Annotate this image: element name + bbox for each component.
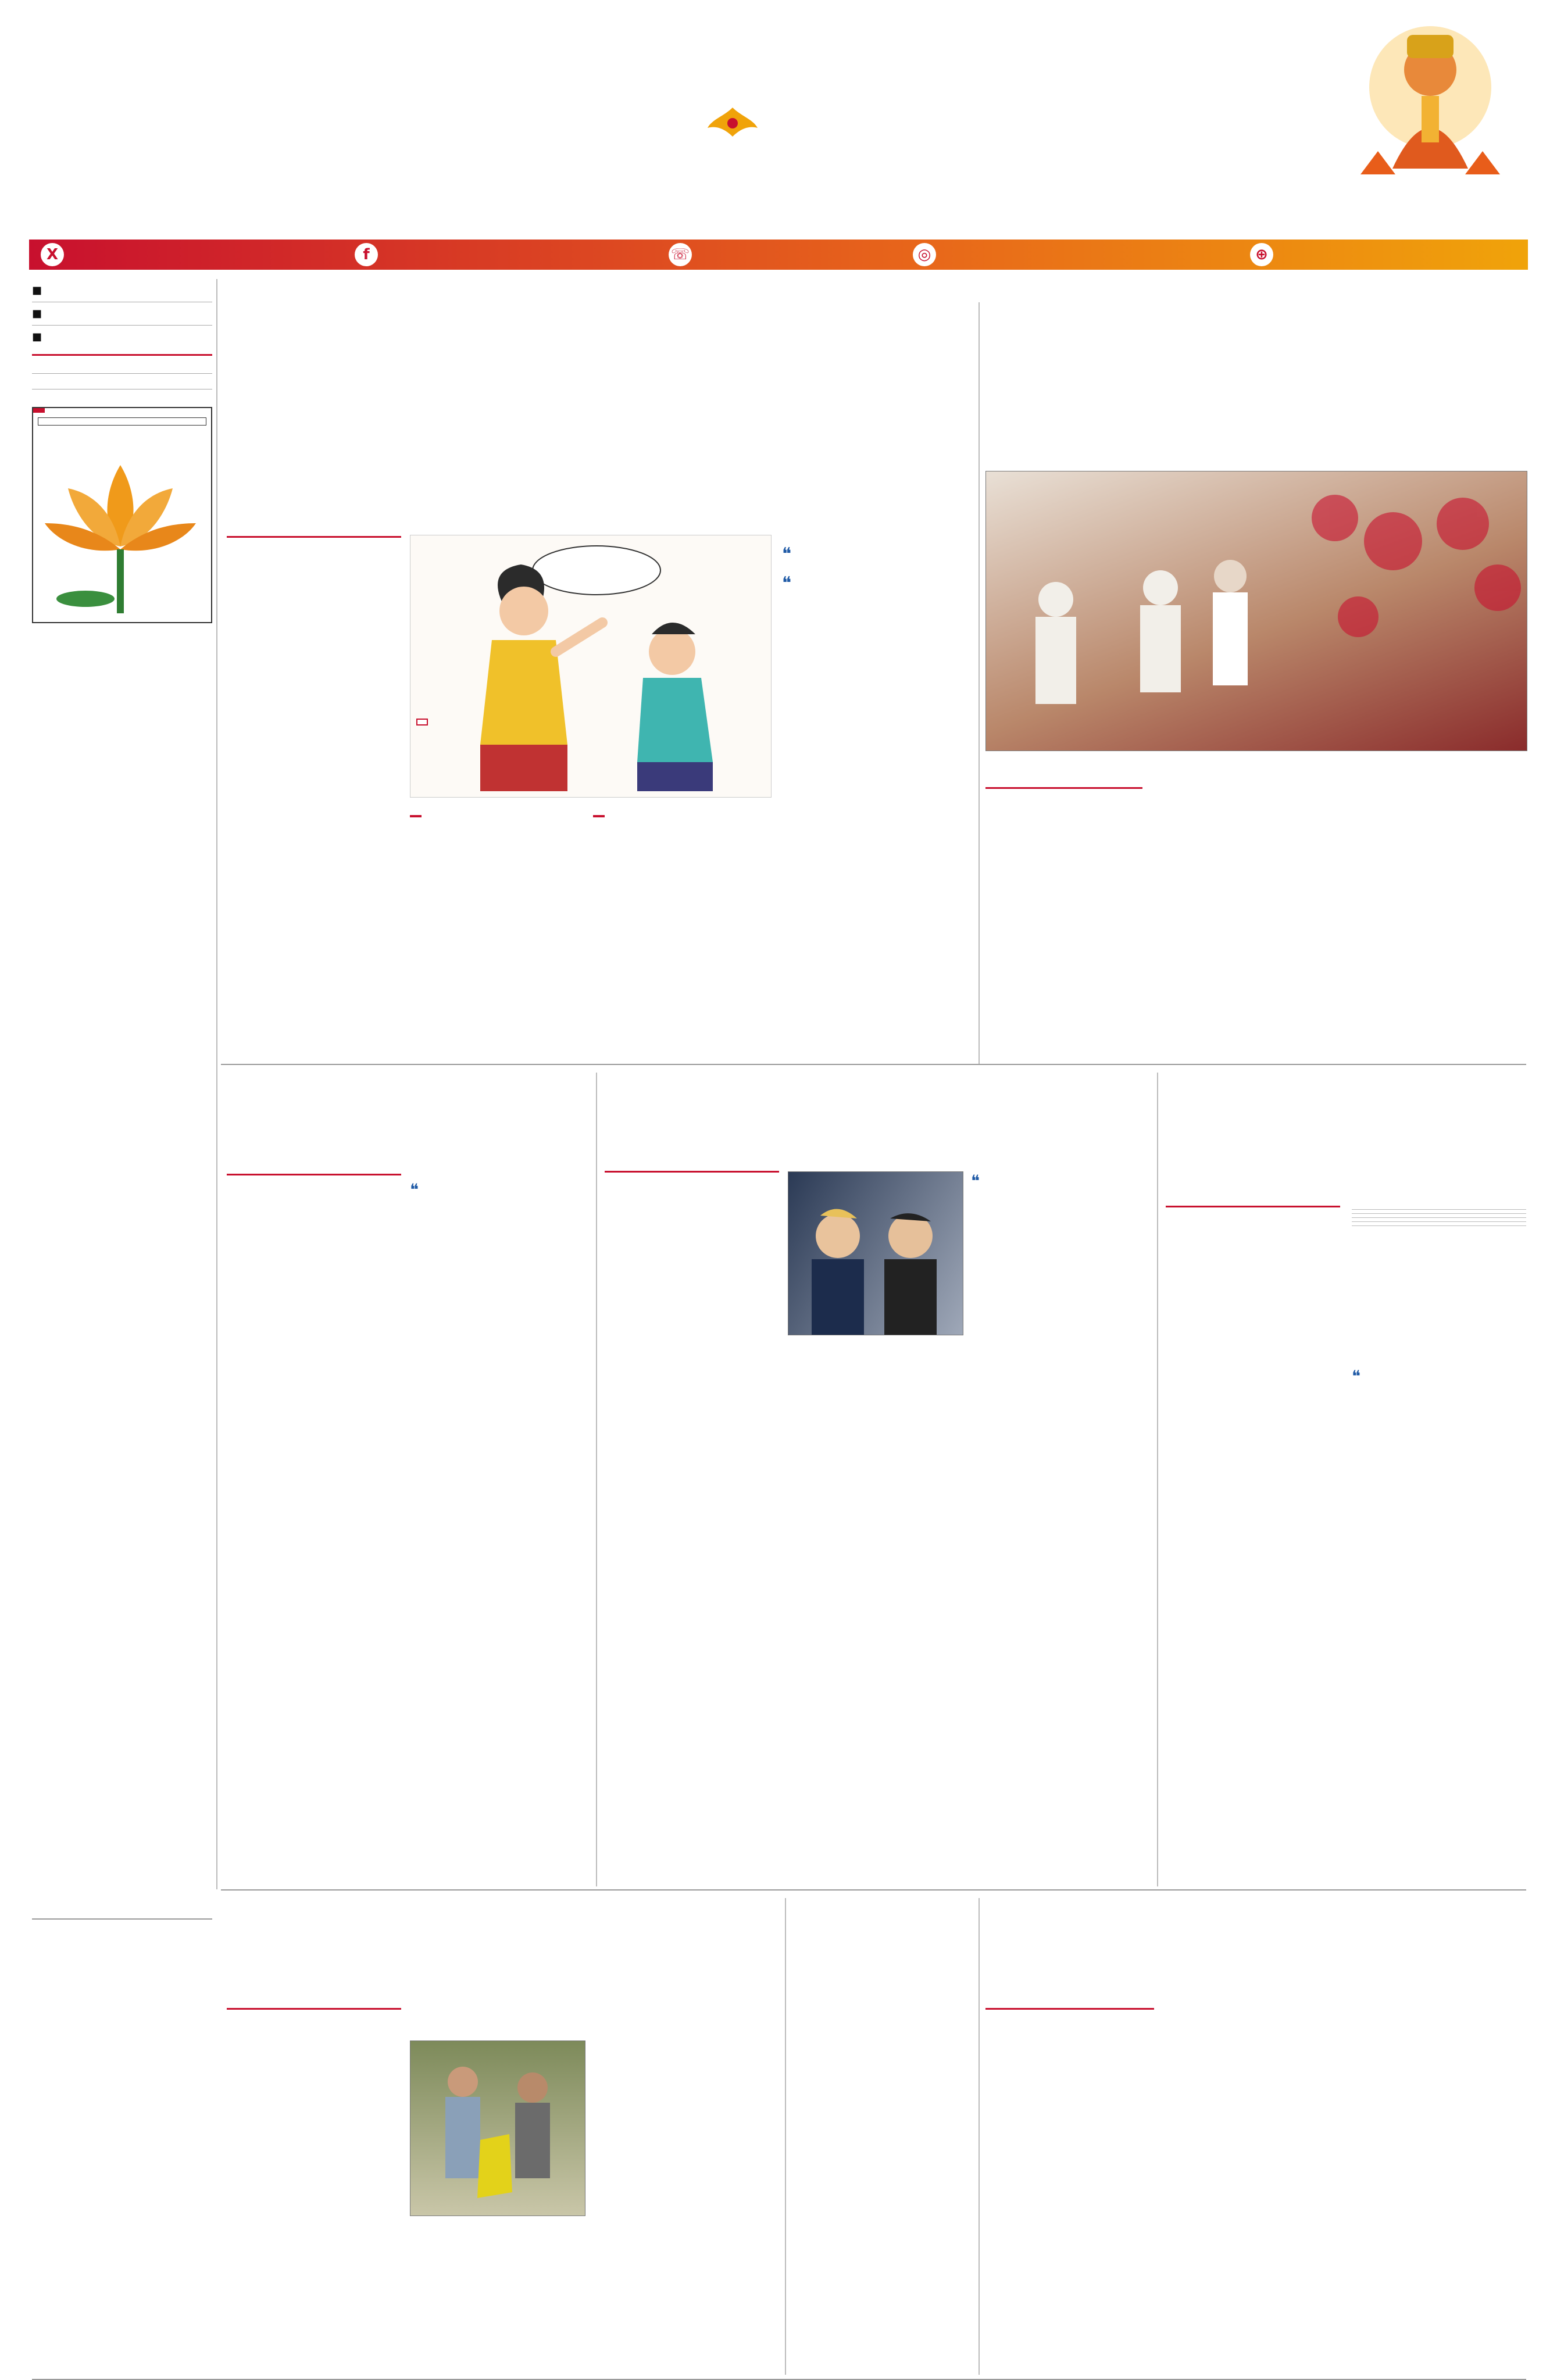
lead-body [227, 573, 401, 1049]
lead-cartoon [410, 535, 772, 798]
seoni-photo [410, 2040, 585, 2216]
ivf-body-1 [985, 2049, 1154, 2372]
column-rule [216, 279, 217, 1889]
column-rule [596, 1073, 597, 1886]
ev-quote-box [1352, 1366, 1526, 1884]
brand-emblem [706, 105, 759, 140]
lead-quote-1 [782, 543, 974, 566]
kolkata-body [792, 2017, 972, 2372]
whatsapp-icon: ☏ [669, 243, 692, 266]
case-2 [593, 805, 770, 1049]
tn-byline [227, 1171, 401, 1175]
cartoon-title-b [45, 408, 56, 413]
seoni-photo-caption [410, 2218, 584, 2372]
ev-byline [1166, 1203, 1340, 1207]
twitter-link[interactable] [41, 240, 70, 270]
case-2-tag [593, 815, 605, 817]
inside-item-1[interactable] [32, 283, 212, 297]
china-photo [788, 1171, 963, 1335]
social-band [29, 240, 1528, 270]
ev-quote [1352, 1366, 1526, 1388]
instagram-link[interactable] [913, 240, 942, 270]
quote-icon: ❝ [410, 1180, 419, 1199]
twitter-icon: X [41, 243, 64, 266]
quote-icon: ❝ [782, 573, 792, 594]
instagram-icon: ◎ [913, 243, 936, 266]
facebook-link[interactable] [355, 240, 384, 270]
inside-item-2[interactable] [32, 302, 212, 320]
column-rule [785, 1898, 786, 2375]
table-row [1352, 1222, 1526, 1226]
globe-icon: ⊕ [1250, 243, 1273, 266]
seoni-body-2 [593, 2040, 779, 2372]
masthead [0, 0, 1557, 244]
tn-sub [410, 1171, 590, 1881]
modi-body-2 [1151, 785, 1320, 1058]
section-rule [32, 1918, 212, 1920]
modi-sidebar [1331, 785, 1526, 1058]
ivf-sidebar [1346, 2006, 1526, 2372]
ev-table-box [1352, 1203, 1526, 1360]
china-sub [971, 1163, 1151, 1884]
table-row [1352, 1210, 1526, 1214]
cartoon-caption [38, 417, 206, 426]
china-quote [971, 1171, 1151, 1192]
tn-body [227, 1215, 401, 1884]
quote-icon: ❝ [1352, 1367, 1361, 1386]
table-row [1352, 1214, 1526, 1218]
quote-icon: ❝ [782, 544, 792, 564]
china-body-2 [788, 1360, 962, 1878]
brief-2-head [32, 373, 212, 378]
modi-body-1 [985, 831, 1142, 1058]
modi-byline [985, 785, 1142, 789]
cartoon-corner [32, 407, 212, 623]
ev-table [1352, 1206, 1526, 1226]
lead-quote-2 [782, 572, 974, 595]
case-1 [410, 805, 584, 1049]
inside-item-3[interactable] [32, 325, 212, 344]
brief-title [32, 354, 212, 359]
column-rule [1157, 1073, 1158, 1886]
ev-body [1166, 1250, 1343, 1884]
quote-icon: ❝ [971, 1171, 980, 1191]
china-byline [605, 1168, 779, 1173]
web-link[interactable] [1250, 240, 1279, 270]
table-row [1352, 1218, 1526, 1222]
facebook-icon: f [355, 243, 378, 266]
column-rule [979, 1898, 980, 2375]
lead-sidebar [782, 535, 974, 1174]
lead-byline [227, 534, 401, 538]
cartoon-title-a [33, 408, 45, 413]
special-badge [416, 719, 428, 726]
hanuman-illustration [1337, 17, 1523, 192]
ivf-body-2 [1163, 2006, 1337, 2372]
seoni-body [227, 2049, 401, 2372]
lotus-cartoon [33, 430, 211, 622]
whatsapp-link[interactable] [669, 240, 698, 270]
seoni-byline [227, 2006, 401, 2010]
left-column [32, 279, 212, 2325]
china-body [605, 1215, 779, 1884]
brief-3-head [32, 389, 212, 394]
case-1-tag [410, 815, 422, 817]
tn-quote [410, 1180, 590, 1201]
column-rule [979, 302, 980, 1064]
section-rule [221, 1889, 1526, 1891]
modi-photo [985, 471, 1527, 751]
ivf-byline [985, 2006, 1154, 2010]
section-rule [221, 1064, 1526, 1065]
